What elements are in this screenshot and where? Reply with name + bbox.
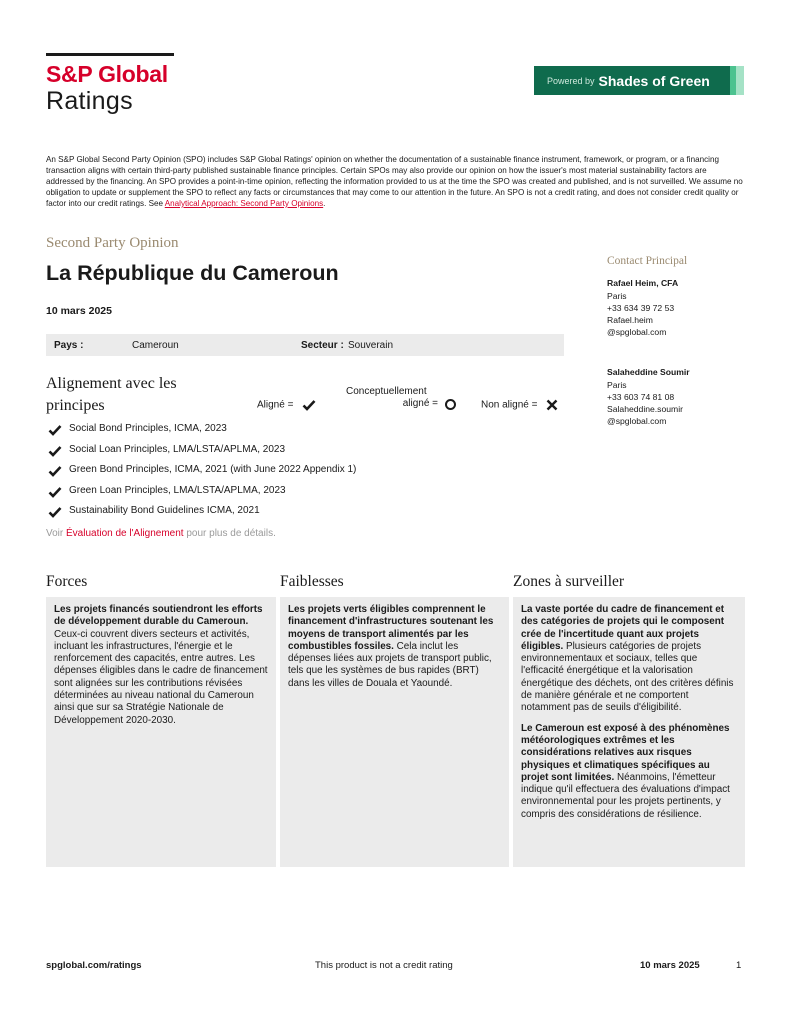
- list-item: [46, 462, 466, 478]
- principle-label: Social Bond Principles, ICMA, 2023: [69, 423, 227, 434]
- legend-concept-line2: aligné =: [402, 398, 438, 409]
- list-item: [46, 483, 466, 499]
- zones-bold-2: Le Cameroun est exposé à des phénomènes météorologiques extrêmes et les considérations relatives aux risques physiques et climatiques spécifiques au projet sont limitées.: [521, 722, 730, 783]
- contact-phone: +33 603 74 81 08: [607, 392, 675, 402]
- contact-phone: +33 634 39 72 53: [607, 303, 675, 313]
- forces-box: [46, 597, 276, 867]
- contact-city: Paris: [607, 291, 627, 301]
- forces-text: Ceux-ci couvrent divers secteurs et activités, incluant les infrastructures, l'énergie et le renforcement des capacités, entre autres. Les dépenses éligibles dans le cadre de financement sont alignées sur les contributions révisées déterminées au niveau national du Cameroun ainsi que sur sa Stratégie Nationale de Développement 2020-2030.: [54, 628, 268, 726]
- logo-ratings: Ratings: [46, 87, 133, 115]
- forces-heading: Forces: [46, 573, 88, 590]
- zones-bold-1: La vaste portée du cadre de financement et des catégories de projets qui le composent crée de l'incertitude quant aux projets éligibles.: [521, 604, 725, 652]
- checkmark-icon: [48, 445, 62, 457]
- alignment-title: Alignement avec les principes: [46, 375, 177, 414]
- pays-value: Cameroun: [132, 340, 179, 351]
- page-title: La République du Cameroun: [46, 261, 339, 285]
- shades-of-green-badge: [534, 66, 744, 95]
- alignment-evaluation-link[interactable]: Évaluation de l'Alignement: [66, 528, 184, 539]
- contact-name: Salaheddine Soumir: [607, 367, 690, 377]
- list-item: [46, 503, 466, 519]
- footer-note: This product is not a credit rating: [315, 960, 453, 971]
- sp-global-ratings-logo: [46, 53, 174, 115]
- disclaimer: [46, 154, 746, 209]
- pays-label: Pays :: [54, 340, 84, 351]
- faiblesses-text: Cela inclut les dépenses liées aux projets de transport public, tels que les systèmes de bus rapides (BRT) dans les villes de Douala et Yaoundé.: [288, 640, 492, 689]
- contact-email-domain[interactable]: @spglobal.com: [607, 327, 667, 337]
- logo-bar: [46, 53, 174, 56]
- principle-label: Sustainability Bond Guidelines ICMA, 2021: [69, 505, 260, 516]
- alignment-details-note: [46, 528, 276, 539]
- principle-label: Social Loan Principles, LMA/LSTA/APLMA, 2023: [69, 443, 286, 455]
- footer-date: 10 mars 2025: [640, 960, 700, 971]
- cross-icon: [546, 399, 558, 411]
- zones-heading: Zones à surveiller: [513, 573, 625, 590]
- forces-bold: Les projets financés soutiendront les efforts de développement durable du Cameroun.: [54, 604, 263, 628]
- disclaimer-end: .: [323, 199, 326, 208]
- checkmark-icon: [48, 424, 62, 436]
- contact-email-domain[interactable]: @spglobal.com: [607, 416, 667, 426]
- contact-card: [607, 366, 747, 427]
- faiblesses-heading: Faiblesses: [280, 573, 344, 590]
- info-row: [46, 334, 564, 356]
- contact-card: [607, 277, 747, 338]
- badge-powered-by: Powered by: [547, 75, 595, 86]
- contact-email-user[interactable]: Rafael.heim: [607, 315, 653, 325]
- footer-site[interactable]: spglobal.com/ratings: [46, 960, 142, 971]
- secteur-value: Souverain: [348, 340, 394, 351]
- voir-prefix: Voir: [46, 528, 67, 539]
- checkmark-icon: [48, 506, 62, 518]
- analytical-approach-link[interactable]: Analytical Approach: Second Party Opinions: [164, 199, 324, 208]
- contact-email-user[interactable]: Salaheddine.soumir: [607, 404, 683, 414]
- legend-conceptually-aligned: [346, 386, 438, 409]
- list-item: [46, 421, 466, 437]
- legend-concept-line1: Conceptuellement: [346, 386, 427, 397]
- zones-box: [513, 597, 745, 867]
- page-number: 1: [736, 960, 742, 971]
- legend-aligned-label: Aligné =: [257, 399, 294, 411]
- secteur-label: Secteur :: [301, 340, 344, 351]
- faiblesses-bold: Les projets verts éligibles comprennent le financement d'infrastructures soutenant les moyens de transport alimentés par les combustibles fossiles.: [288, 604, 494, 652]
- zones-text-2: Néanmoins, l'émetteur indique qu'il effectuera des évaluations d'impact environnemental pour les projets pertinents, y compris des considérations de résilience.: [521, 771, 730, 820]
- principle-label: Green Bond Principles, ICMA, 2021 (with June 2022 Appendix 1): [69, 464, 357, 475]
- legend-aligned: [257, 399, 316, 411]
- contact-name: Rafael Heim, CFA: [607, 278, 679, 288]
- zones-text-1: Plusieurs catégories de projets environnementaux et sociaux, telles que l'efficacité énergétique et la valorisation énergétique des déchets, ont des critères définis de manière générale et ne comportent notamment pas de seuils d'éligibilité.: [521, 640, 734, 714]
- list-item: [46, 442, 466, 458]
- circle-icon: [445, 399, 456, 410]
- principle-label: Green Loan Principles, LMA/LSTA/APLMA, 2023: [69, 484, 286, 496]
- logo-brand: S&P Global: [46, 61, 168, 87]
- checkmark-icon: [48, 465, 62, 477]
- legend-not-aligned: [481, 399, 558, 411]
- disclaimer-text: An S&P Global Second Party Opinion (SPO) includes S&P Global Ratings' opinion on whether the documentation of a sustainable finance instrument, framework, or program, or a financing transaction aligns with certain third-party published sustainable finance principles. Certain SPOs may also provide our opinion on how the issuer's most material sustainability factors are addressed by the financing. An SPO provides a point-in-time opinion, reflecting the information provided to us at the time the SPO was created and published, and is not surveilled. We assume no obligation to update or supplement the SPO to reflect any facts or circumstances that may come to our attention in the future. An SPO is not a credit rating, and does not consider credit quality or factor into our credit ratings. See: [46, 155, 743, 208]
- voir-suffix: pour plus de détails.: [183, 528, 276, 539]
- badge-name: Shades of Green: [598, 72, 710, 89]
- checkmark-icon: [48, 486, 62, 498]
- contact-heading: Contact Principal: [607, 255, 688, 267]
- report-date: 10 mars 2025: [46, 305, 112, 317]
- badge-stripe-light: [736, 66, 744, 95]
- checkmark-icon: [302, 399, 316, 411]
- report-type-label: Second Party Opinion: [46, 235, 179, 251]
- faiblesses-box: [280, 597, 509, 867]
- legend-not-label: Non aligné =: [481, 399, 538, 411]
- contact-city: Paris: [607, 380, 627, 390]
